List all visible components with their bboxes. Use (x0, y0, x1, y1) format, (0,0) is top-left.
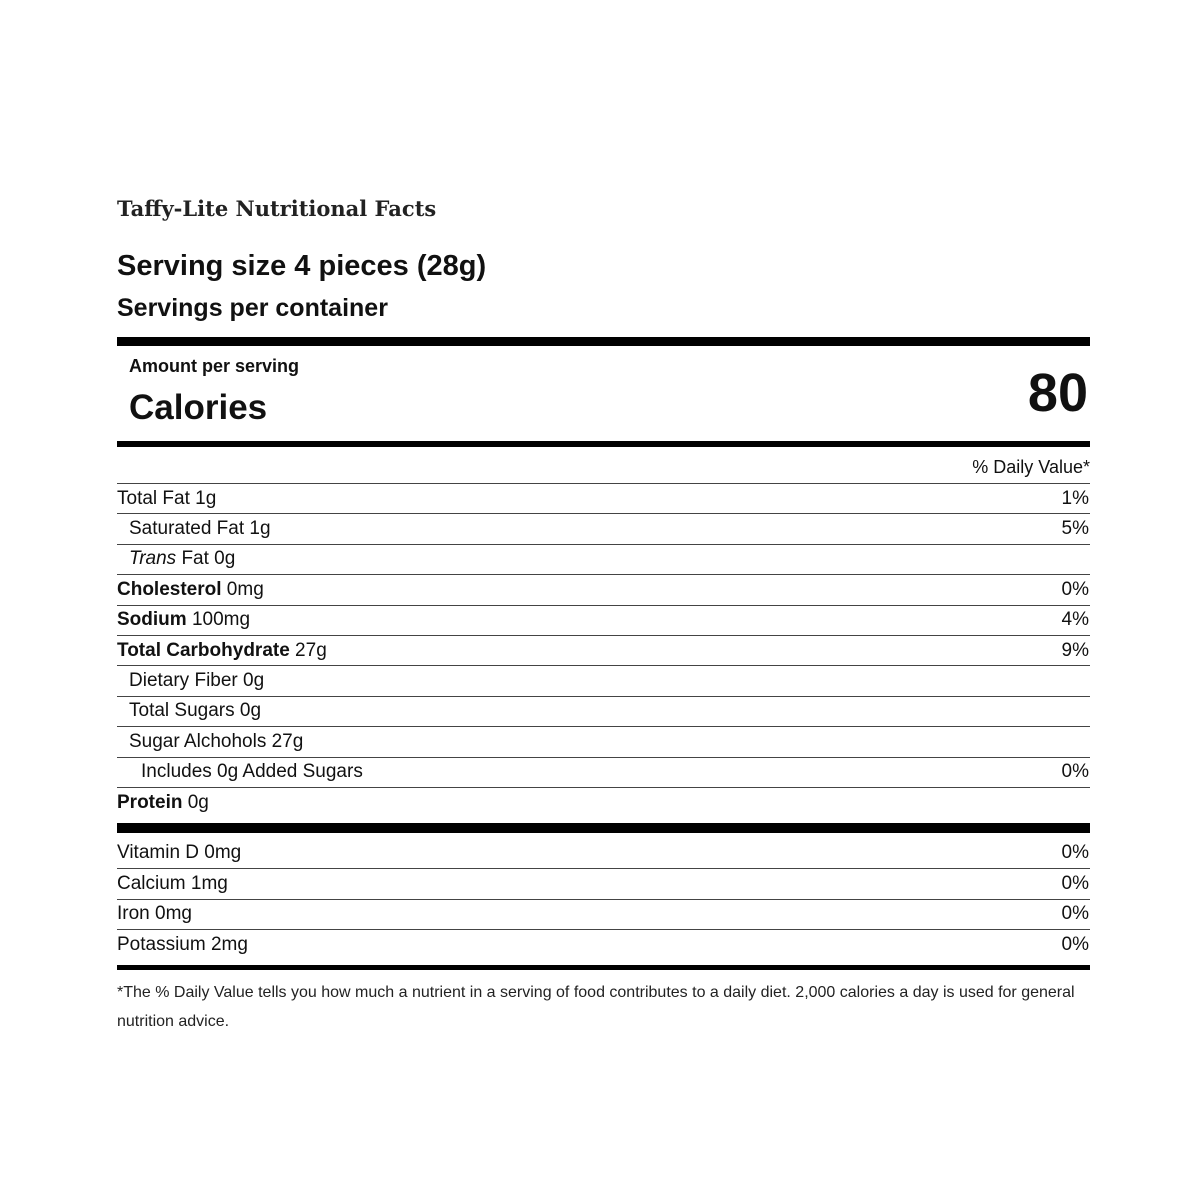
nutrient-dv: 4% (1061, 609, 1089, 631)
nutrient-dv: 0% (1061, 578, 1089, 600)
vitamin-row-vitamin-d (117, 838, 1090, 868)
nutrient-row-total-sugars (117, 696, 1090, 726)
nutrient-name: Cholesterol 0mg (117, 578, 264, 600)
nutrient-row-sodium (117, 605, 1090, 635)
vitamin-dv: 0% (1061, 933, 1089, 955)
vitamin-dv: 0% (1061, 842, 1089, 864)
serving-size: Serving size 4 pieces (28g) (117, 250, 487, 282)
nutrient-dv: 1% (1061, 487, 1089, 509)
vitamin-row-calcium (117, 868, 1090, 898)
vitamin-name: Iron 0mg (117, 903, 192, 925)
thick-divider-vitamins (117, 823, 1090, 833)
nutrient-row-total-carbohydrate (117, 635, 1090, 665)
nutrient-row-protein (117, 787, 1090, 817)
nutrient-row-total-fat (117, 483, 1090, 513)
nutrient-dv: 5% (1061, 518, 1089, 540)
nutrient-row-trans-fat (117, 544, 1090, 574)
nutrient-name: Dietary Fiber 0g (129, 670, 265, 692)
label-title: Taffy-Lite Nutritional Facts (117, 196, 437, 221)
vitamin-list (117, 838, 1090, 960)
vitamin-name: Calcium 1mg (117, 873, 228, 895)
nutrient-name: Trans Fat 0g (129, 548, 236, 570)
daily-value-header: % Daily Value* (972, 457, 1090, 477)
vitamin-row-iron (117, 899, 1090, 929)
nutrient-row-saturated-fat (117, 513, 1090, 543)
thick-divider-bottom (117, 965, 1090, 970)
nutrient-row-cholesterol (117, 574, 1090, 604)
nutrient-row-added-sugars (117, 757, 1090, 787)
calories-label: Calories (129, 388, 268, 427)
nutrient-name: Protein 0g (117, 791, 209, 813)
nutrient-list (117, 483, 1090, 817)
nutrient-row-sugar-alcohols (117, 726, 1090, 756)
nutrient-name: Sugar Alchohols 27g (129, 730, 304, 752)
nutrient-dv: 9% (1061, 639, 1089, 661)
vitamin-row-potassium (117, 929, 1090, 959)
nutrient-name: Sodium 100mg (117, 609, 251, 631)
daily-value-footnote: *The % Daily Value tells you how much a nutrient in a serving of food contributes to a daily diet. 2,000 calories a day is used for general nutrition advice. (117, 984, 1075, 1030)
thick-divider-calories (117, 441, 1090, 447)
amount-per-serving: Amount per serving (129, 356, 300, 376)
vitamin-name: Potassium 2mg (117, 933, 248, 955)
thick-divider-top (117, 337, 1090, 346)
servings-per-container: Servings per container (117, 294, 388, 322)
nutrient-name: Saturated Fat 1g (129, 518, 271, 540)
nutrient-name: Total Sugars 0g (129, 700, 262, 722)
nutrient-name: Total Carbohydrate 27g (117, 639, 327, 661)
calories-value: 80 (1027, 363, 1088, 423)
nutrient-name: Includes 0g Added Sugars (141, 761, 363, 783)
nutrient-row-dietary-fiber (117, 665, 1090, 695)
vitamin-dv: 0% (1061, 873, 1089, 895)
vitamin-dv: 0% (1061, 903, 1089, 925)
nutrient-dv: 0% (1061, 761, 1089, 783)
nutrient-name: Total Fat 1g (117, 487, 217, 509)
vitamin-name: Vitamin D 0mg (117, 842, 242, 864)
